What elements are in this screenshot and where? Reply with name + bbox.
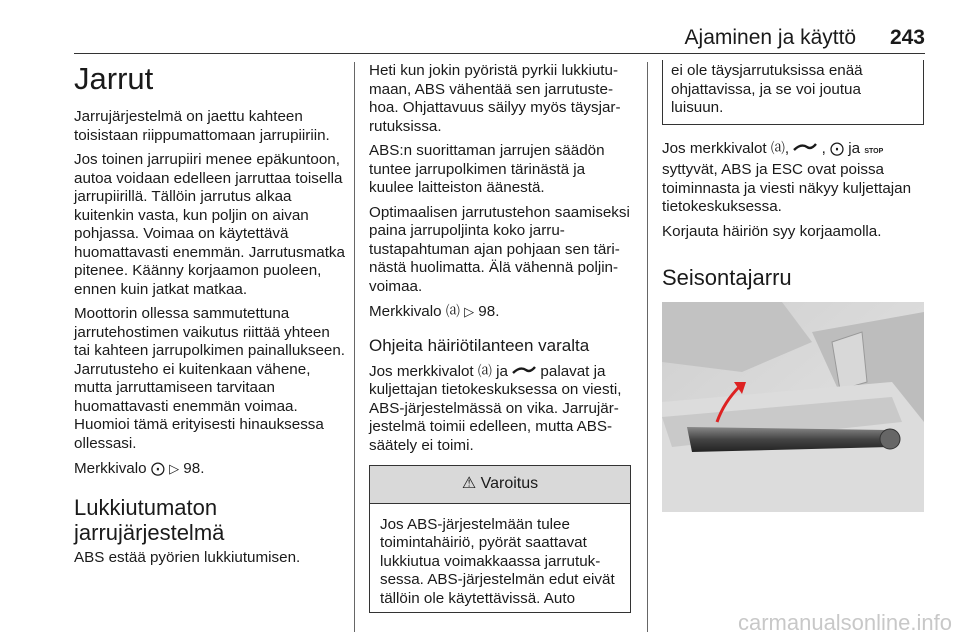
- paragraph: Heti kun jokin pyöristä pyrkii lukkiutumaan, ABS vähentää sen jarrutustehoa. Ohjattavuus säilyy myös täysjarrutuksissa.: [369, 62, 621, 135]
- watermark: carmanualsonline.info: [737, 610, 952, 635]
- page-number: 243: [889, 26, 925, 49]
- section-title: Ajaminen ja käyttö: [684, 26, 857, 49]
- paragraph: Optimaalisen jarrutustehon saamiseksi paina jarrupoljinta koko jarrutustapahtuman ajan pohjaan sen tärinästä huolimatta. Älä vähennä poljinvoimaa.: [369, 203, 630, 295]
- paragraph: Jos merkkivalot ⒜ ja palavat ja kuljettajan tietokeskuksessa on viesti, ABS-järjestelmässä on vika. Jarrujärjestelmä toimii edelleen, mutta ABS-säätely ei toimi.: [369, 362, 622, 454]
- paragraph: ABS:n suorittaman jarrujen säädön tuntee jarrupolkimen tärinästä ja kuulee laitteiston äänestä.: [369, 142, 605, 196]
- heading-fault: Ohjeita häiriötilanteen varalta: [369, 335, 590, 355]
- page-header: [685, 26, 925, 50]
- column-divider-2: [647, 62, 648, 632]
- page-ref-arrow-icon: ▷: [464, 304, 475, 319]
- column-divider-1: [354, 62, 355, 632]
- header-rule: [74, 53, 925, 54]
- page-reference[interactable]: 98.: [183, 460, 205, 477]
- paragraph-indicator: Merkkivalo ⒜ ▷ 98.: [369, 303, 500, 320]
- column-2: [369, 62, 631, 613]
- page-reference[interactable]: 98.: [478, 303, 500, 320]
- warning-header: [370, 466, 630, 504]
- abs-icon: ⒜: [445, 303, 460, 319]
- paragraph: Korjauta häiriön syy korjaamolla.: [662, 222, 882, 240]
- heading-abs: Lukkiutumaton jarrujärjestelmä: [74, 494, 225, 545]
- abs-icon: ⒜: [770, 139, 785, 156]
- parking-brake-photo: [662, 302, 924, 512]
- esc-icon: [512, 363, 540, 380]
- paragraph: Moottorin ollessa sammutettuna jarrutehostimen vaikutus riittää yhteen tai kahteen jarrupolkimen painallukseen. Jarrutusteho ei kuitenkaan vähene, mutta jarruttamiseen tarvitaan huomattavasti enemmän voimaa. Huomioi tämä erityisesti hinauksessa ollessasi.: [74, 305, 346, 452]
- heading-brakes: Jarrut: [74, 61, 154, 96]
- abs-icon: ⒜: [477, 362, 492, 379]
- warning-triangle-icon: ⚠: [461, 475, 477, 492]
- brake-warning-icon: ⨀: [150, 460, 165, 476]
- heading-parking-brake: Seisontajarru: [662, 265, 792, 290]
- paragraph: ABS estää pyörien lukkiutumisen.: [74, 548, 301, 566]
- warning-box-continued: ei ole täysjarrutuksissa enää ohjattavissa, ja se voi joutua luisuun.: [662, 60, 924, 125]
- paragraph-indicator: Merkkivalo ⨀ ▷ 98.: [74, 460, 205, 477]
- paragraph: Jarrujärjestelmä on jaettu kahteen toisistaan riippumattomaan jarrupiiriin.: [74, 108, 330, 144]
- warning-title: Varoitus: [480, 475, 539, 492]
- page-ref-arrow-icon: ▷: [169, 461, 180, 476]
- brake-warning-icon: ⨀: [830, 139, 845, 156]
- column-1: [74, 62, 346, 573]
- esc-icon: [793, 140, 821, 157]
- paragraph: Jos merkkivalot ⒜, , ⨀ ja STOP syttyvät, ABS ja ESC ovat poissa toiminnasta ja viesti näkyy kuljettajan tietokeskuksessa.: [662, 139, 912, 215]
- column-3: [662, 62, 924, 512]
- warning-text: Jos ABS-järjestelmään tulee toimintahäiriö, pyörät saattavat lukkiutua voimakkaassa jarrutuksessa. ABS-järjestelmän edut eivät tällöin ole käytettävissä. Auto: [380, 515, 615, 607]
- warning-box: [369, 465, 631, 613]
- stop-icon: STOP: [864, 147, 884, 155]
- paragraph: Jos toinen jarrupiiri menee epäkuntoon, autoa voidaan edelleen jarruttaa toisella jarrupiirillä. Tällöin jarrutus alkaa kuitenkin vasta, kun poljin on aivan pohjassa. Voimaa on käytettävä huomattavasti enemmän. Jarrutusmatka pitenee. Käänny korjaamon puoleen, ennen kuin jatkat matkaa.: [74, 151, 345, 298]
